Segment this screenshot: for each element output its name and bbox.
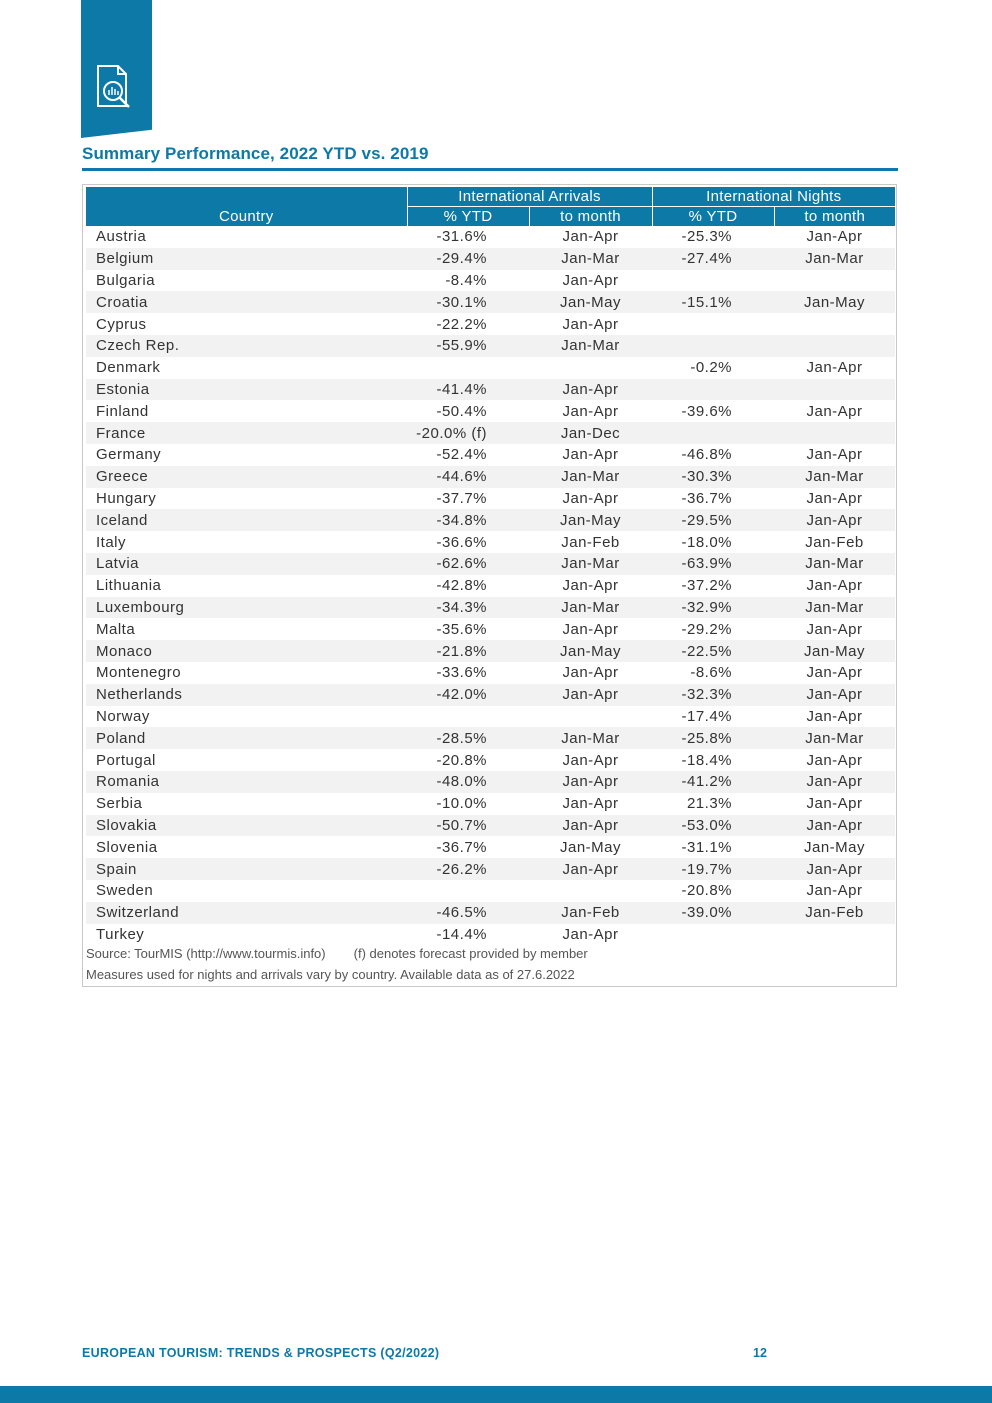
title-underline [82,168,898,171]
nights-pct-cell [652,335,774,357]
page-number: 12 [753,1346,767,1360]
arrivals-pct-cell: -44.6% [407,466,529,488]
country-cell: Spain [86,858,407,880]
nights-pct-cell: -39.0% [652,902,774,924]
table-row [86,597,895,619]
nights-pct-cell [652,313,774,335]
table-row [86,422,895,444]
country-cell: Poland [86,727,407,749]
column-header-nights-month: to month [774,207,895,227]
table-row [86,553,895,575]
arrivals-month-cell: Jan-Apr [562,315,619,333]
nights-month-cell: Jan-Apr [806,577,863,595]
table-row [86,488,895,510]
table-row [86,640,895,662]
table-row [86,466,895,488]
arrivals-month-cell: Jan-Apr [529,379,652,401]
nights-pct-cell: -36.7% [681,489,733,507]
arrivals-pct-cell [407,357,529,379]
nights-month-cell: Jan-Apr [774,509,895,531]
nights-pct-cell: -30.3% [652,466,774,488]
nights-pct-cell: -27.4% [652,248,774,270]
table-row [86,270,895,292]
nights-pct-cell [652,924,774,946]
nights-month-cell: Jan-Apr [806,489,863,507]
table-row [86,793,895,815]
arrivals-pct-cell: -42.8% [436,577,487,595]
arrivals-pct-cell: -50.4% [436,402,487,420]
country-cell: France [86,422,407,444]
arrivals-month-cell [529,706,652,728]
table-row [86,706,895,728]
nights-pct-cell: -25.8% [652,727,774,749]
measures-note: Measures used for nights and arrivals vary by country. Available data as of 27.6.2022 [86,967,575,982]
nights-month-cell [774,422,895,444]
arrivals-pct-cell: -62.6% [407,553,529,575]
nights-pct-cell: -19.7% [652,858,774,880]
nights-month-cell: Jan-Feb [805,533,864,551]
nights-pct-cell: -37.2% [681,577,733,595]
arrivals-pct-cell: -21.8% [407,640,529,662]
country-cell: Slovenia [96,838,158,856]
table-row [86,771,895,793]
nights-pct-cell: -41.2% [652,771,774,793]
country-cell: Luxembourg [86,597,407,619]
nights-pct-cell: -29.5% [652,509,774,531]
table-row [86,902,895,924]
country-cell: Malta [96,620,136,638]
nights-month-cell: Jan-Mar [774,553,895,575]
arrivals-pct-cell [407,706,529,728]
nights-month-cell: Jan-Mar [774,248,895,270]
arrivals-month-cell: Jan-Apr [562,446,619,464]
arrivals-pct-cell: -34.8% [407,509,529,531]
nights-pct-cell: 21.3% [686,795,733,813]
arrivals-month-cell: Jan-Mar [529,335,652,357]
country-cell: Slovakia [86,815,407,837]
country-cell: Monaco [86,640,407,662]
table-row [86,836,895,858]
arrivals-pct-cell: -20.0% (f) [407,422,529,444]
table-row [86,618,895,640]
arrivals-pct-cell: -22.2% [436,315,487,333]
country-cell: Czech Rep. [86,335,407,357]
country-cell: Latvia [86,553,407,575]
country-cell: Turkey [96,925,145,943]
forecast-note: (f) denotes forecast provided by member [353,946,588,961]
arrivals-pct-cell: -37.7% [436,489,487,507]
nights-month-cell: Jan-May [774,291,895,313]
arrivals-month-cell: Jan-Dec [529,422,652,444]
country-cell: Finland [96,402,149,420]
arrivals-pct-cell: -33.6% [436,664,487,682]
nights-month-cell: Jan-Apr [806,620,863,638]
country-cell: Romania [86,771,407,793]
table-row [86,357,895,379]
table-row [86,379,895,401]
table-row [86,335,895,357]
table-row [86,684,895,706]
summary-performance-table [86,187,895,945]
country-cell: Belgium [86,248,407,270]
nights-pct-cell: -46.8% [681,446,733,464]
nights-month-cell: Jan-Apr [806,795,863,813]
nights-month-cell: Jan-Mar [774,466,895,488]
nights-month-cell: Jan-Mar [774,727,895,749]
arrivals-month-cell [529,880,652,902]
country-cell: Montenegro [96,664,182,682]
arrivals-pct-cell: -42.0% [407,684,529,706]
table-row [86,444,895,466]
nights-month-cell: Jan-Apr [774,684,895,706]
arrivals-month-cell: Jan-Apr [562,751,619,769]
nights-pct-cell: -31.1% [681,838,733,856]
arrivals-month-cell: Jan-Apr [562,402,619,420]
arrivals-month-cell: Jan-Apr [562,620,619,638]
arrivals-pct-cell: -48.0% [407,771,529,793]
column-header-arrivals-month: to month [529,207,652,227]
table-row [86,749,895,771]
table-row [86,509,895,531]
header-blank [86,187,407,207]
arrivals-month-cell: Jan-Feb [561,533,620,551]
country-cell: Portugal [96,751,156,769]
nights-pct-cell: -32.9% [652,597,774,619]
nights-month-cell: Jan-May [774,640,895,662]
source-text: Source: TourMIS (http://www.tourmis.info) [86,946,326,961]
nights-pct-cell: -25.3% [681,228,733,246]
nights-month-cell: Jan-Apr [806,446,863,464]
arrivals-pct-cell: -14.4% [436,925,487,943]
nights-pct-cell: -18.0% [681,533,733,551]
nights-pct-cell: -18.4% [681,751,733,769]
group-header-nights: International Nights [652,187,895,207]
publication-footer: EUROPEAN TOURISM: TRENDS & PROSPECTS (Q2/2022) [82,1346,440,1360]
country-cell: Serbia [96,795,143,813]
nights-pct-cell [652,270,774,292]
nights-month-cell [774,379,895,401]
group-header-arrivals: International Arrivals [407,187,652,207]
country-cell: Austria [96,228,147,246]
arrivals-month-cell: Jan-Apr [562,664,619,682]
table-row [86,662,895,684]
arrivals-month-cell: Jan-Mar [529,466,652,488]
country-cell: Switzerland [86,902,407,924]
arrivals-month-cell: Jan-Apr [562,271,619,289]
arrivals-pct-cell: -10.0% [436,795,487,813]
table-row [86,400,895,422]
nights-pct-cell: -17.4% [681,707,733,725]
table-body [86,226,895,945]
arrivals-month-cell: Jan-Mar [529,727,652,749]
arrivals-month-cell: Jan-Apr [562,925,619,943]
arrivals-month-cell: Jan-Apr [562,577,619,595]
table-row [86,727,895,749]
table-row [86,248,895,270]
arrivals-pct-cell: -34.3% [407,597,529,619]
page-title: Summary Performance, 2022 YTD vs. 2019 [82,144,429,163]
nights-pct-cell: -0.2% [690,359,733,377]
arrivals-pct-cell: -29.4% [407,248,529,270]
nights-pct-cell: -63.9% [652,553,774,575]
table-row [86,575,895,597]
arrivals-pct-cell: -8.4% [445,271,487,289]
nights-pct-cell: -32.3% [652,684,774,706]
nights-month-cell: Jan-Apr [806,402,863,420]
column-header-nights-pct: % YTD [652,207,774,227]
arrivals-pct-cell: -35.6% [436,620,487,638]
bottom-bar [0,1386,992,1403]
nights-month-cell [774,270,895,292]
nights-month-cell: Jan-Apr [806,228,863,246]
table-row [86,880,895,902]
arrivals-month-cell: Jan-Apr [529,858,652,880]
arrivals-month-cell: Jan-May [529,509,652,531]
nights-month-cell: Jan-Feb [774,902,895,924]
nights-month-cell: Jan-Apr [806,707,863,725]
arrivals-month-cell: Jan-Apr [562,795,619,813]
table-row [86,313,895,335]
arrivals-pct-cell: -41.4% [407,379,529,401]
arrivals-month-cell: Jan-Mar [529,553,652,575]
country-cell: Denmark [96,359,161,377]
table-row [86,226,895,248]
table-row [86,815,895,837]
nights-pct-cell: -39.6% [681,402,733,420]
country-cell: Germany [96,446,162,464]
report-search-icon [95,64,137,114]
arrivals-pct-cell: -30.1% [407,291,529,313]
nights-month-cell: Jan-Mar [774,597,895,619]
country-cell: Lithuania [96,577,162,595]
country-cell: Iceland [86,509,407,531]
table-row [86,858,895,880]
country-cell: Norway [96,707,150,725]
nights-month-cell: Jan-Apr [806,882,863,900]
arrivals-pct-cell: -26.2% [407,858,529,880]
country-cell: Netherlands [86,684,407,706]
arrivals-pct-cell: -31.6% [436,228,487,246]
arrivals-pct-cell: -50.7% [407,815,529,837]
nights-month-cell [774,335,895,357]
arrivals-pct-cell: -20.8% [436,751,487,769]
table-row [86,531,895,553]
nights-month-cell: Jan-Apr [774,858,895,880]
nights-pct-cell: -29.2% [681,620,733,638]
nights-month-cell: Jan-Apr [806,664,863,682]
country-cell: Estonia [86,379,407,401]
column-header-arrivals-pct: % YTD [407,207,529,227]
nights-month-cell: Jan-Apr [774,771,895,793]
arrivals-pct-cell: -28.5% [407,727,529,749]
column-header-country: Country [86,207,407,227]
arrivals-month-cell: Jan-Apr [529,771,652,793]
nights-pct-cell: -20.8% [681,882,733,900]
country-cell: Sweden [96,882,154,900]
nights-month-cell: Jan-May [804,838,866,856]
arrivals-month-cell: Jan-Feb [529,902,652,924]
nights-month-cell: Jan-Apr [806,359,863,377]
arrivals-pct-cell [407,880,529,902]
table-row [86,291,895,313]
nights-pct-cell: -15.1% [652,291,774,313]
country-cell: Greece [86,466,407,488]
arrivals-pct-cell: -55.9% [407,335,529,357]
arrivals-pct-cell: -36.6% [436,533,487,551]
arrivals-pct-cell: -36.7% [436,838,487,856]
arrivals-month-cell: Jan-Apr [562,489,619,507]
nights-pct-cell: -53.0% [652,815,774,837]
arrivals-pct-cell: -52.4% [436,446,487,464]
arrivals-month-cell [529,357,652,379]
nights-pct-cell: -8.6% [690,664,733,682]
country-cell: Cyprus [96,315,147,333]
nights-pct-cell: -22.5% [652,640,774,662]
country-cell: Bulgaria [96,271,156,289]
arrivals-month-cell: Jan-May [559,838,622,856]
table-row [86,924,895,946]
arrivals-month-cell: Jan-Mar [529,597,652,619]
nights-pct-cell [652,422,774,444]
country-cell: Croatia [86,291,407,313]
section-tab [81,0,152,138]
arrivals-pct-cell: -46.5% [407,902,529,924]
arrivals-month-cell: Jan-Apr [562,228,619,246]
arrivals-month-cell: Jan-Apr [529,684,652,706]
nights-month-cell: Jan-Apr [774,815,895,837]
nights-pct-cell [652,379,774,401]
arrivals-month-cell: Jan-Mar [529,248,652,270]
arrivals-month-cell: Jan-May [529,640,652,662]
country-cell: Hungary [96,489,157,507]
nights-month-cell [774,924,895,946]
nights-month-cell [774,313,895,335]
arrivals-month-cell: Jan-May [529,291,652,313]
nights-month-cell: Jan-Apr [806,751,863,769]
arrivals-month-cell: Jan-Apr [529,815,652,837]
source-note [86,946,588,961]
country-cell: Italy [96,533,127,551]
